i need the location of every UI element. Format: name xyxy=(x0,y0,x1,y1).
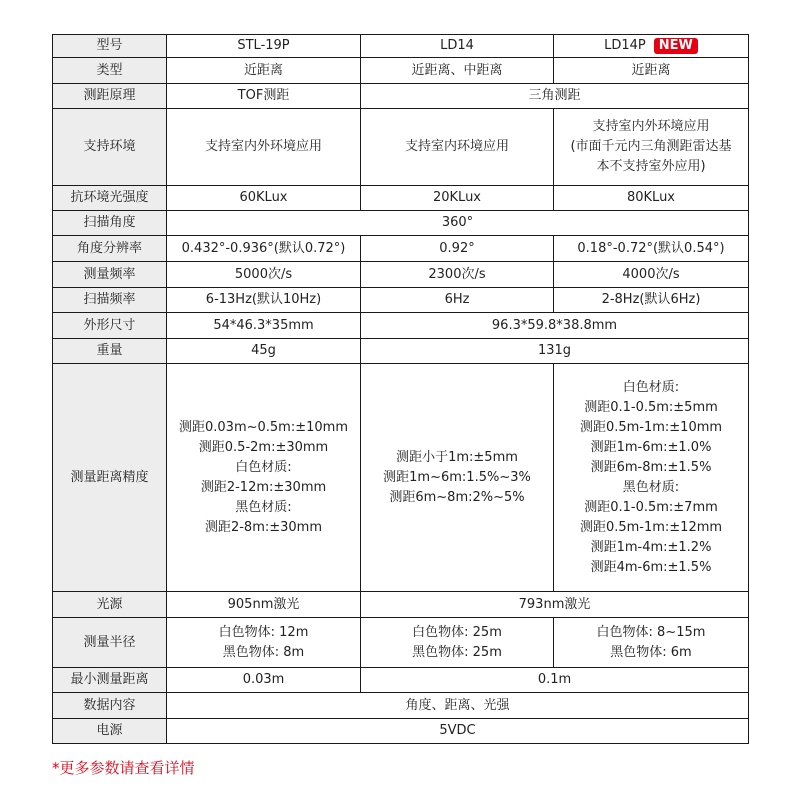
cell-ld14: 6Hz xyxy=(361,288,554,313)
table-row xyxy=(53,35,749,58)
cell-ld14: 支持室内环境应用 xyxy=(361,109,554,186)
cell-ld14p: 80KLux xyxy=(554,186,749,211)
row-label: 电源 xyxy=(53,719,167,744)
row-label: 类型 xyxy=(53,58,167,84)
cell-shared: 角度、距离、光强 xyxy=(167,693,749,719)
table-row xyxy=(53,84,749,109)
cell-ld14p xyxy=(554,109,749,186)
cell-ld14: 近距离、中距离 xyxy=(361,58,554,84)
cell-shared: 三角测距 xyxy=(361,84,749,109)
cell-shared: 793nm激光 xyxy=(361,592,749,618)
text-line: 黑色物体: 6m xyxy=(610,644,692,660)
text-line: 本不支持室外应用) xyxy=(596,159,706,174)
text-line: 黑色材质: xyxy=(235,499,292,515)
row-label: 测距原理 xyxy=(53,84,167,109)
text-line: 白色材质: xyxy=(235,459,292,475)
model-name: LD14P xyxy=(604,38,646,53)
table-row xyxy=(53,313,749,339)
cell-ld14p: 0.18°-0.72°(默认0.54°) xyxy=(554,236,749,262)
table-row xyxy=(53,618,749,668)
row-label: 抗环境光强度 xyxy=(53,186,167,211)
cell-stl: 0.03m xyxy=(167,668,361,693)
cell-ld14: 0.92° xyxy=(361,236,554,262)
cell-stl: 支持室内外环境应用 xyxy=(167,109,361,186)
row-label: 扫描角度 xyxy=(53,211,167,236)
spec-table xyxy=(52,34,749,744)
row-label: 型号 xyxy=(53,35,167,58)
row-label: 测量半径 xyxy=(53,618,167,668)
table-row xyxy=(53,186,749,211)
text-line: 测距0.5m-1m:±12mm xyxy=(579,519,723,535)
cell-ld14p xyxy=(554,618,749,668)
table-row xyxy=(53,693,749,719)
text-line: 测距2-8m:±30mm xyxy=(204,519,323,535)
cell-stl: 5000次/s xyxy=(167,262,361,288)
text-line: 测距6m-8m:±1.5% xyxy=(590,459,712,475)
cell-stl: STL-19P xyxy=(167,35,361,58)
row-label: 测量距离精度 xyxy=(53,364,167,592)
table-row xyxy=(53,364,749,592)
row-label: 数据内容 xyxy=(53,693,167,719)
cell-ld14p: 近距离 xyxy=(554,58,749,84)
cell-stl: 54*46.3*35mm xyxy=(167,313,361,339)
table-row xyxy=(53,668,749,693)
cell-ld14: LD14 xyxy=(361,35,554,58)
row-label: 支持环境 xyxy=(53,109,167,186)
cell-stl: 45g xyxy=(167,339,361,364)
cell-stl xyxy=(167,618,361,668)
text-line: 测距1m-6m:±1.0% xyxy=(590,439,712,455)
table-row xyxy=(53,262,749,288)
cell-ld14: 2300次/s xyxy=(361,262,554,288)
table-row xyxy=(53,592,749,618)
cell-shared: 360° xyxy=(167,211,749,236)
text-line: 测距0.5m-1m:±10mm xyxy=(579,419,723,435)
text-line: 测距6m~8m:2%~5% xyxy=(389,489,525,505)
cell-stl: 6-13Hz(默认10Hz) xyxy=(167,288,361,313)
table-row xyxy=(53,211,749,236)
table-row xyxy=(53,719,749,744)
cell-ld14p xyxy=(554,364,749,592)
text-line: 测距1m-4m:±1.2% xyxy=(590,539,712,555)
cell-stl xyxy=(167,364,361,592)
cell-ld14 xyxy=(361,364,554,592)
text-line: 测距4m-6m:±1.5% xyxy=(590,559,712,575)
cell-stl: 0.432°-0.936°(默认0.72°) xyxy=(167,236,361,262)
text-line: 支持室内外环境应用 xyxy=(592,119,710,134)
text-line: 黑色物体: 25m xyxy=(412,644,502,660)
cell-ld14 xyxy=(361,618,554,668)
text-line: 测距小于1m:±5mm xyxy=(396,449,518,465)
table-row xyxy=(53,236,749,262)
cell-ld14: 20KLux xyxy=(361,186,554,211)
text-line: 测距0.1-0.5m:±5mm xyxy=(584,399,718,415)
cell-shared: 0.1m xyxy=(361,668,749,693)
text-line: 白色物体: 8~15m xyxy=(596,624,706,640)
footnote: *更多参数请查看详情 xyxy=(52,759,195,777)
new-badge: NEW xyxy=(654,38,698,54)
text-line: 测距0.03m~0.5m:±10mm xyxy=(179,419,348,435)
cell-stl: 60KLux xyxy=(167,186,361,211)
text-line: 测距0.1-0.5m:±7mm xyxy=(584,499,718,515)
table-row xyxy=(53,109,749,186)
table-row xyxy=(53,58,749,84)
cell-shared: 131g xyxy=(361,339,749,364)
row-label: 重量 xyxy=(53,339,167,364)
cell-ld14p: 4000次/s xyxy=(554,262,749,288)
row-label: 角度分辨率 xyxy=(53,236,167,262)
text-line: 测距0.5-2m:±30mm xyxy=(198,439,329,455)
row-label: 最小测量距离 xyxy=(53,668,167,693)
row-label: 扫描频率 xyxy=(53,288,167,313)
row-label: 测量频率 xyxy=(53,262,167,288)
row-label: 外形尺寸 xyxy=(53,313,167,339)
cell-stl: 905nm激光 xyxy=(167,592,361,618)
cell-ld14p xyxy=(554,35,749,58)
cell-ld14p: 2-8Hz(默认6Hz) xyxy=(554,288,749,313)
table-row xyxy=(53,339,749,364)
row-label: 光源 xyxy=(53,592,167,618)
text-line: 黑色材质: xyxy=(622,479,680,495)
text-line: 测距2-12m:±30mm xyxy=(200,479,327,495)
table-row xyxy=(53,288,749,313)
text-line: (市面千元内三角测距雷达基 xyxy=(570,139,732,154)
cell-stl: 近距离 xyxy=(167,58,361,84)
cell-shared: 5VDC xyxy=(167,719,749,744)
cell-shared: 96.3*59.8*38.8mm xyxy=(361,313,749,339)
cell-stl: TOF测距 xyxy=(167,84,361,109)
text-line: 黑色物体: 8m xyxy=(222,644,305,660)
text-line: 白色物体: 12m xyxy=(218,624,309,640)
text-line: 白色材质: xyxy=(622,379,680,395)
text-line: 白色物体: 25m xyxy=(412,624,502,640)
text-line: 测距1m~6m:1.5%~3% xyxy=(383,469,531,485)
